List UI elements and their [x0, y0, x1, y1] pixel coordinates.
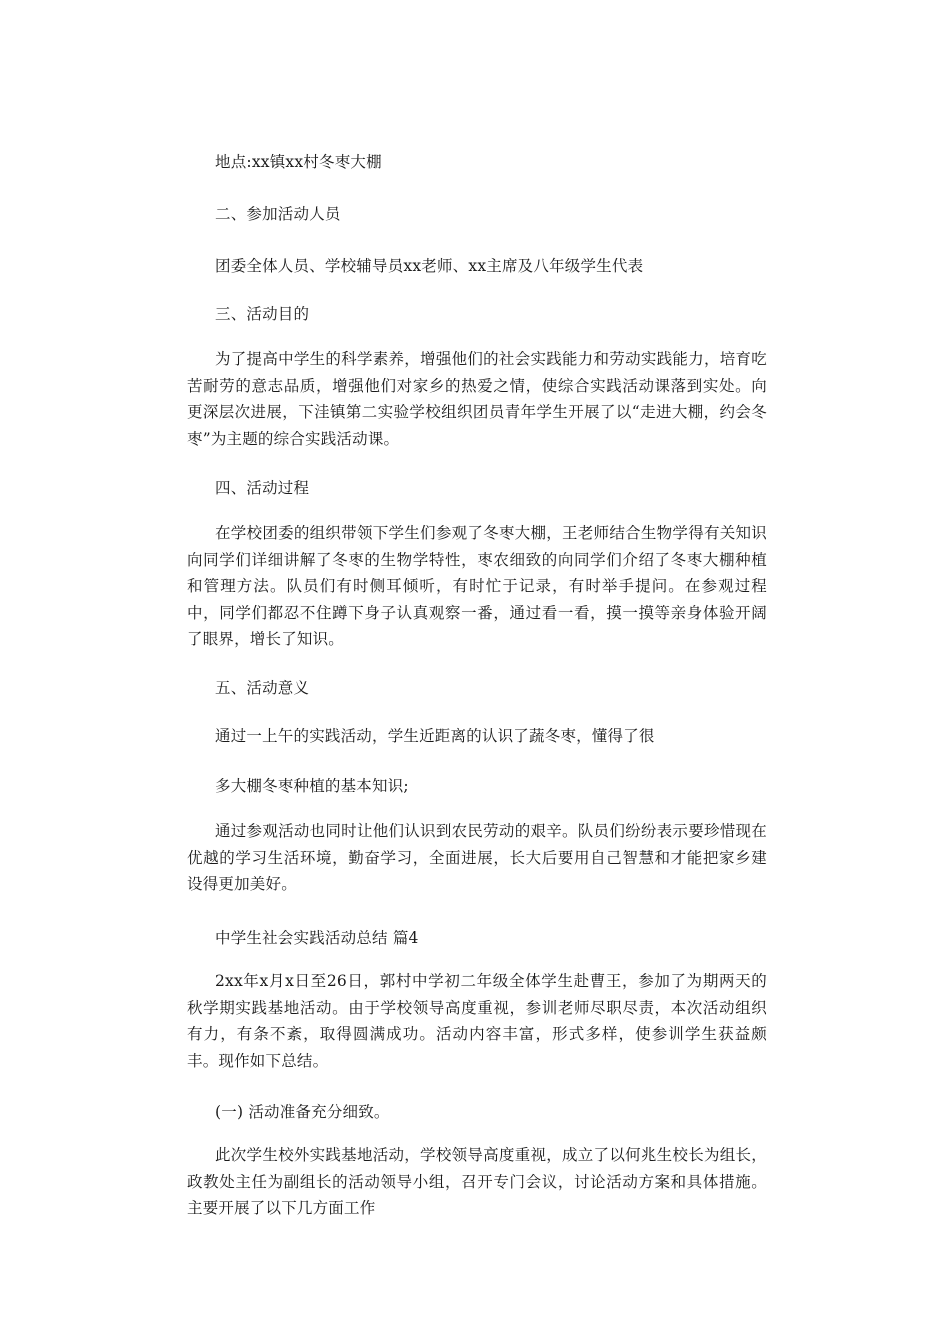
location-line: 地点:xx镇xx村冬枣大棚: [215, 153, 382, 171]
meaning-line-2: 多大棚冬枣种植的基本知识;: [215, 777, 409, 795]
meaning-line-1: 通过一上午的实践活动，学生近距离的认识了蔬冬枣，懂得了很: [215, 727, 655, 745]
article-title: 中学生社会实践活动总结 篇4: [215, 929, 419, 947]
meaning-paragraph: 通过参观活动也同时让他们认识到农民劳动的艰辛。队员们纷纷表示要珍惜现在优越的学习生活环境，勤奋学习，全面进展，长大后要用自己智慧和才能把家乡建设得更加美好。: [187, 822, 767, 894]
participants-line: 团委全体人员、学校辅导员xx老师、xx主席及八年级学生代表: [215, 257, 644, 275]
section-heading-process: 四、活动过程: [215, 479, 310, 497]
process-paragraph: 在学校团委的组织带领下学生们参观了冬枣大棚，王老师结合生物学得有关知识向同学们详细讲解了冬枣的生物学特性，枣农细致的向同学们介绍了冬枣大棚种植和管理方法。队员们有时侧耳倾听，有时忙于记录，有时举手提问。在参观过程中，同学们都忍不住蹲下身子认真观察一番，通过看一看，摸一摸等亲身体验开阔了眼界，增长了知识。: [187, 524, 767, 649]
section-heading-participants: 二、参加活动人员: [215, 205, 341, 223]
preparation-paragraph: 此次学生校外实践基地活动，学校领导高度重视，成立了以何兆生校长为组长，政教处主任为副组长的活动领导小组，召开专门会议，讨论活动方案和具体措施。主要开展了以下几方面工作: [187, 1146, 767, 1218]
section-heading-purpose: 三、活动目的: [215, 305, 310, 323]
purpose-paragraph: 为了提高中学生的科学素养，增强他们的社会实践能力和劳动实践能力，培育吃苦耐劳的意志品质，增强他们对家乡的热爱之情，使综合实践活动课落到实处。向更深层次进展，下洼镇第二实验学校组织团员青年学生开展了以“走进大棚，约会冬枣”为主题的综合实践活动课。: [187, 350, 767, 448]
article-intro-paragraph: 2xx年x月x日至26日，郭村中学初二年级全体学生赴曹王，参加了为期两天的秋学期实践基地活动。由于学校领导高度重视，参训老师尽职尽责，本次活动组织有力，有条不紊，取得圆满成功。活动内容丰富，形式多样，使参训学生获益颇丰。现作如下总结。: [187, 972, 767, 1070]
subsection-heading-preparation: (一) 活动准备充分细致。: [215, 1103, 390, 1121]
section-heading-meaning: 五、活动意义: [215, 679, 310, 697]
